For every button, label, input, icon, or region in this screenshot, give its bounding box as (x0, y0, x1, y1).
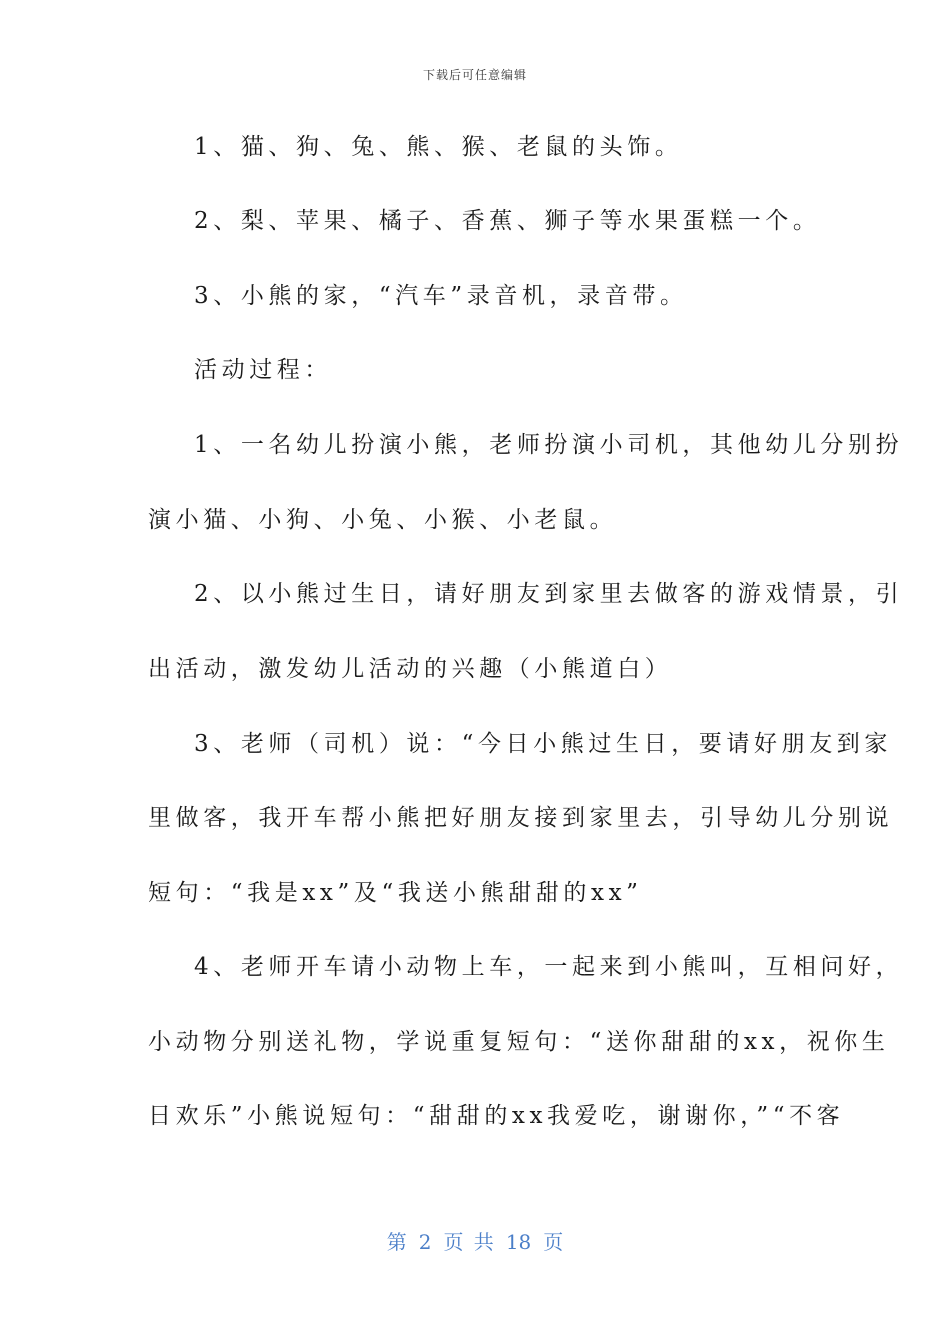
body-line: 短句：“我是xx”及“我送小熊甜甜的xx” (148, 880, 643, 906)
footer-suffix: 页 (543, 1230, 564, 1254)
total-pages-number: 18 (505, 1230, 532, 1254)
body-line: 出活动，激发幼儿活动的兴趣（小熊道白） (148, 656, 673, 682)
body-line: 3、小熊的家，“汽车”录音机，录音带。 (194, 283, 688, 309)
body-line: 里做客，我开车帮小熊把好朋友接到家里去，引导幼儿分别说 (148, 805, 894, 831)
body-line: 1、猫、狗、兔、熊、猴、老鼠的头饰。 (194, 134, 683, 160)
current-page-number: 2 (418, 1230, 432, 1254)
footer-prefix: 第 (386, 1230, 407, 1254)
body-line: 演小猫、小狗、小兔、小猴、小老鼠。 (148, 507, 618, 533)
body-line: 4、老师开车请小动物上车，一起来到小熊叫，互相问好， (194, 954, 904, 980)
page-footer (0, 1226, 950, 1255)
body-line: 2、以小熊过生日，请好朋友到家里去做客的游戏情景，引 (194, 581, 904, 607)
body-line: 小动物分别送礼物，学说重复短句：“送你甜甜的xx，祝你生 (148, 1029, 890, 1055)
body-line: 日欢乐”小熊说短句：“甜甜的xx我爱吃，谢谢你，”“不客 (148, 1103, 845, 1129)
section-heading: 活动过程： (194, 357, 332, 383)
page-header-note: 下载后可任意编辑 (422, 68, 527, 82)
body-line: 3、老师（司机）说：“今日小熊过生日，要请好朋友到家 (194, 731, 892, 757)
body-line: 1、一名幼儿扮演小熊，老师扮演小司机，其他幼儿分别扮 (194, 432, 904, 458)
footer-mid: 页 共 (443, 1230, 494, 1254)
body-line: 2、梨、苹果、橘子、香蕉、狮子等水果蛋糕一个。 (194, 208, 821, 234)
